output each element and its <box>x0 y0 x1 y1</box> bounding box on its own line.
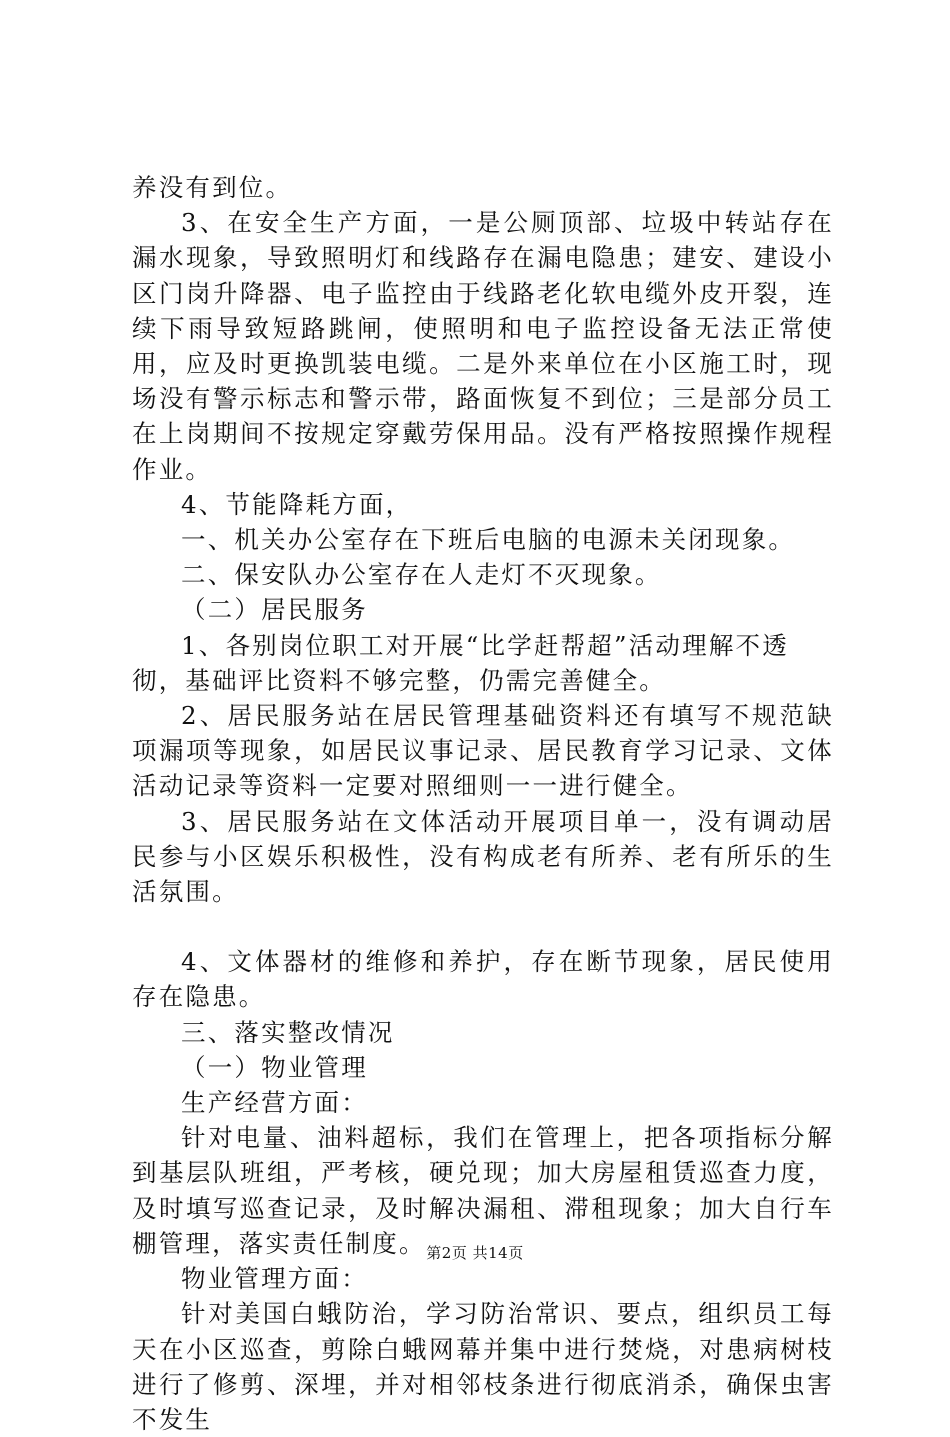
page-number-footer: 第2页 共14页 <box>426 1244 524 1262</box>
paragraph: 4、节能降耗方面， <box>181 489 413 519</box>
subheading: 物业管理方面： <box>181 1264 368 1294</box>
section-heading: （一）物业管理 <box>181 1052 368 1082</box>
paragraph: 针对美国白蛾防治，学习防治常识、要点，组织员工每天在小区巡查，剪除白蛾网幕并集中进行焚烧，对患病树枝进行了修剪、深埋，并对相邻枝条进行彻底消杀，确保虫害不发生 <box>132 1299 834 1434</box>
paragraph: 针对电量、油料超标，我们在管理上，把各项指标分解到基层队班组，严考核，硬兑现；加大房屋租赁巡查力度，及时填写巡查记录，及时解决漏租、滞租现象；加大自行车棚管理，落实责任制度。 <box>132 1123 834 1258</box>
blank-line <box>132 909 834 944</box>
paragraph: 4、文体器材的维修和养护，存在断节现象，居民使用存在隐患。 <box>132 947 834 1012</box>
subheading: 生产经营方面： <box>181 1088 368 1118</box>
paragraph: 2、居民服务站在居民管理基础资料还有填写不规范缺项漏项等现象，如居民议事记录、居民教育学习记录、文体活动记录等资料一定要对照细则一一进行健全。 <box>132 701 834 801</box>
section-heading: （二）居民服务 <box>181 595 368 625</box>
paragraph: 彻，基础评比资料不够完整，仍需完善健全。 <box>132 665 666 695</box>
paragraph: 3、在安全生产方面，一是公厕顶部、垃圾中转站存在漏水现象，导致照明灯和线路存在漏电隐患；建安、建设小区门岗升降器、电子监控由于线路老化软电缆外皮开裂，连续下雨导致短路跳闸，使照明和电子监控设备无法正常使用，应及时更换凯装电缆。二是外来单位在小区施工时，现场没有警示标志和警示带，路面恢复不到位；三是部分员工在上岗期间不按规定穿戴劳保用品。没有严格按照操作规程作业。 <box>132 208 834 484</box>
paragraph: 3、居民服务站在文体活动开展项目单一，没有调动居民参与小区娱乐积极性，没有构成老有所养、老有所乐的生活氛围。 <box>132 806 834 907</box>
paragraph: 二、保安队办公室存在人走灯不灭现象。 <box>181 560 662 590</box>
paragraph: 一、机关办公室存在下班后电脑的电源未关闭现象。 <box>181 525 796 555</box>
paragraph: 养没有到位。 <box>132 173 293 202</box>
section-heading: 三、落实整改情况 <box>181 1017 395 1047</box>
paragraph: 1、各别岗位职工对开展“比学赶帮超”活动理解不透 <box>181 630 789 660</box>
